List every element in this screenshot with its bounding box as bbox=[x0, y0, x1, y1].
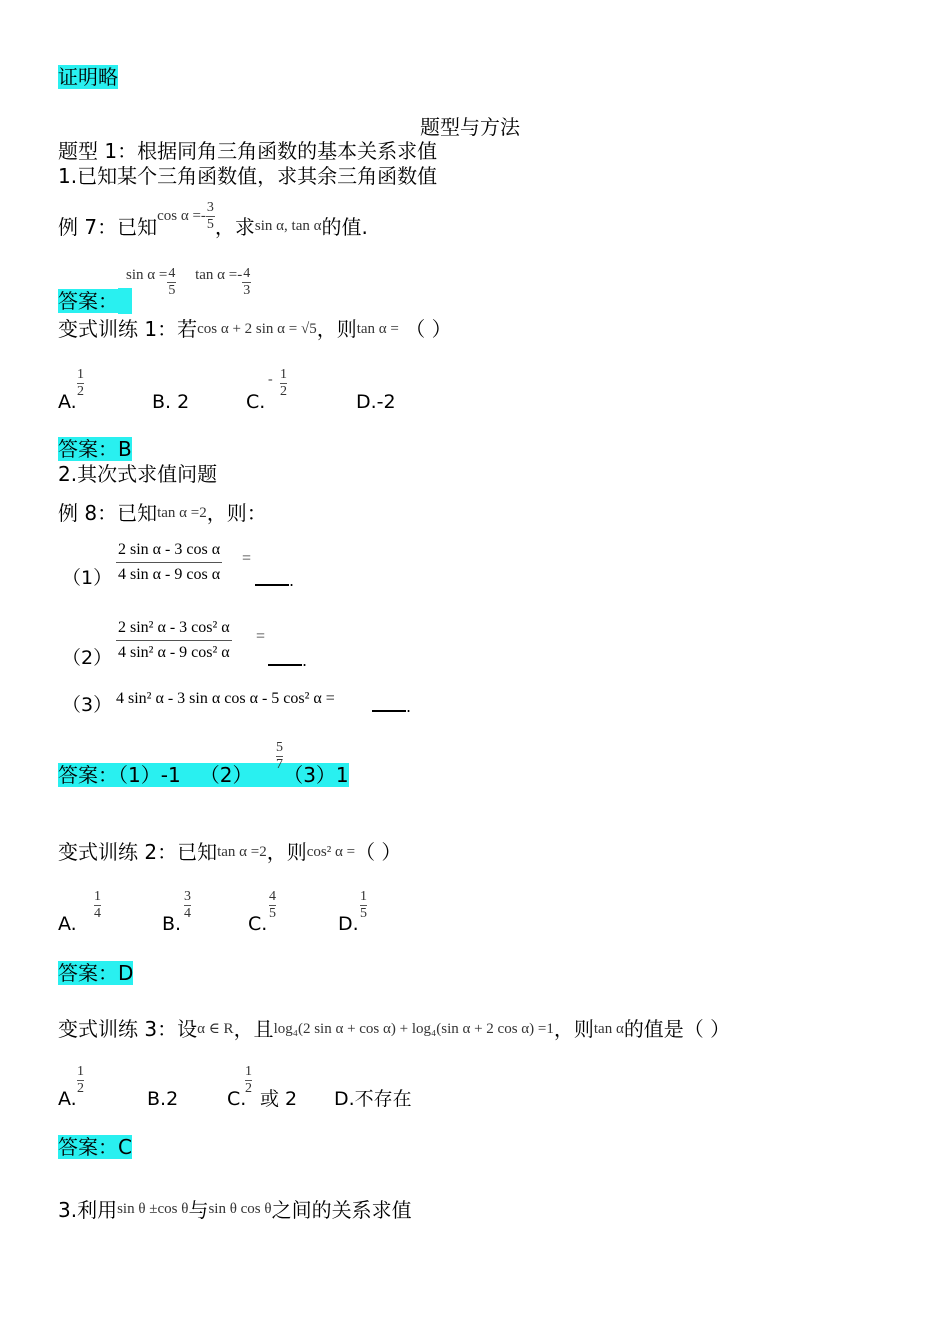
variant-3: 变式训练 3：设α ∈ R，且log₄(2 sin α + cos α) + log₄(sin α + 2 cos α) =1，则tan α的值是（ ） bbox=[58, 1017, 731, 1041]
example-7: 例 7：已知$^{cos \alpha =-}$ $\frac{3}{5}$ ，求$^{sin \alpha, tan \alpha}$的值. bbox=[58, 200, 368, 239]
subsection-3: 3.利用$^{sin \theta \pm cos \theta}$与$^{sin \theta cos \theta}$之间的关系求值 bbox=[58, 1198, 412, 1222]
v1-option-a[interactable]: A. bbox=[58, 391, 77, 413]
v1-option-c-sign: - bbox=[268, 372, 273, 387]
v3-option-d[interactable]: D.不存在 bbox=[334, 1088, 412, 1110]
subsection-2: 2.其次式求值问题 bbox=[58, 462, 218, 486]
v2-option-d[interactable]: D. bbox=[338, 913, 359, 935]
ex8-q1-eq: = bbox=[242, 550, 252, 567]
v2-option-b-frac: 3 4 bbox=[184, 889, 191, 921]
variant-2: 变式训练 2：已知tan α =2，则cos² α =（ ） bbox=[58, 840, 402, 864]
ex8-q3-blank[interactable]: . bbox=[372, 692, 411, 716]
ex8-q2-eq: = bbox=[256, 628, 266, 645]
v2-option-c-frac: 4 5 bbox=[269, 889, 276, 921]
answer-8: 答案：（1）-1 （2） （3）1 bbox=[58, 763, 349, 787]
example-8: 例 8：已知tan α =2，则： bbox=[58, 501, 267, 525]
ex8-q1-label: （1） bbox=[62, 567, 113, 589]
v3-option-c-frac: 1 2 bbox=[245, 1064, 252, 1096]
answer-v3: 答案：C bbox=[58, 1135, 132, 1159]
v3-option-a-frac: 1 2 bbox=[77, 1064, 84, 1096]
v3-option-c[interactable]: C. bbox=[227, 1088, 247, 1110]
answer-8-frac: 5 7 bbox=[276, 740, 283, 772]
ex8-q3-label: （3） bbox=[62, 694, 113, 716]
v2-option-b[interactable]: B. bbox=[162, 913, 182, 935]
proof-note: 证明略 bbox=[58, 65, 118, 89]
ex8-q2-label: （2） bbox=[62, 647, 113, 669]
ex8-q2-blank[interactable]: . bbox=[268, 646, 307, 670]
v3-option-c-tail: 或 2 bbox=[260, 1088, 298, 1110]
answer-v2: 答案：D bbox=[58, 961, 134, 985]
variant-1: 变式训练 1：若cos α + 2 sin α = √5，则tan α = （ ） bbox=[58, 317, 452, 341]
v1-option-c-frac: 1 2 bbox=[280, 367, 287, 399]
v1-option-b[interactable]: B. 2 bbox=[152, 391, 190, 413]
v3-option-b[interactable]: B.2 bbox=[147, 1088, 179, 1110]
v2-option-a-frac: 1 4 bbox=[94, 889, 101, 921]
v2-option-d-frac: 1 5 bbox=[360, 889, 367, 921]
v2-option-a[interactable]: A. bbox=[58, 913, 77, 935]
answer-7-expr: sin α = $\frac{4}{5}$ tan α =- $\frac{4}{3}$ bbox=[126, 266, 251, 298]
v2-option-c[interactable]: C. bbox=[248, 913, 268, 935]
answer-7: 答案： bbox=[58, 288, 132, 314]
v3-option-a[interactable]: A. bbox=[58, 1088, 77, 1110]
ex8-q1-fraction: 2 sin α - 3 cos α 4 sin α - 9 cos α bbox=[116, 538, 222, 587]
ex8-q2-fraction: 2 sin² α - 3 cos² α 4 sin² α - 9 cos² α bbox=[116, 616, 232, 665]
type-1-heading: 题型 1：根据同角三角函数的基本关系求值 bbox=[58, 139, 438, 163]
answer-v1: 答案：B bbox=[58, 437, 132, 461]
ex8-q3-expr: 4 sin² α - 3 sin α cos α - 5 cos² α = bbox=[116, 690, 335, 707]
subsection-1: 1.已知某个三角函数值，求其余三角函数值 bbox=[58, 164, 438, 188]
section-title: 题型与方法 bbox=[420, 115, 520, 139]
v1-option-a-frac: 1 2 bbox=[77, 367, 84, 399]
ex8-q1-blank[interactable]: . bbox=[255, 566, 294, 590]
v1-option-d[interactable]: D.-2 bbox=[356, 391, 396, 413]
v1-option-c[interactable]: C. bbox=[246, 391, 266, 413]
